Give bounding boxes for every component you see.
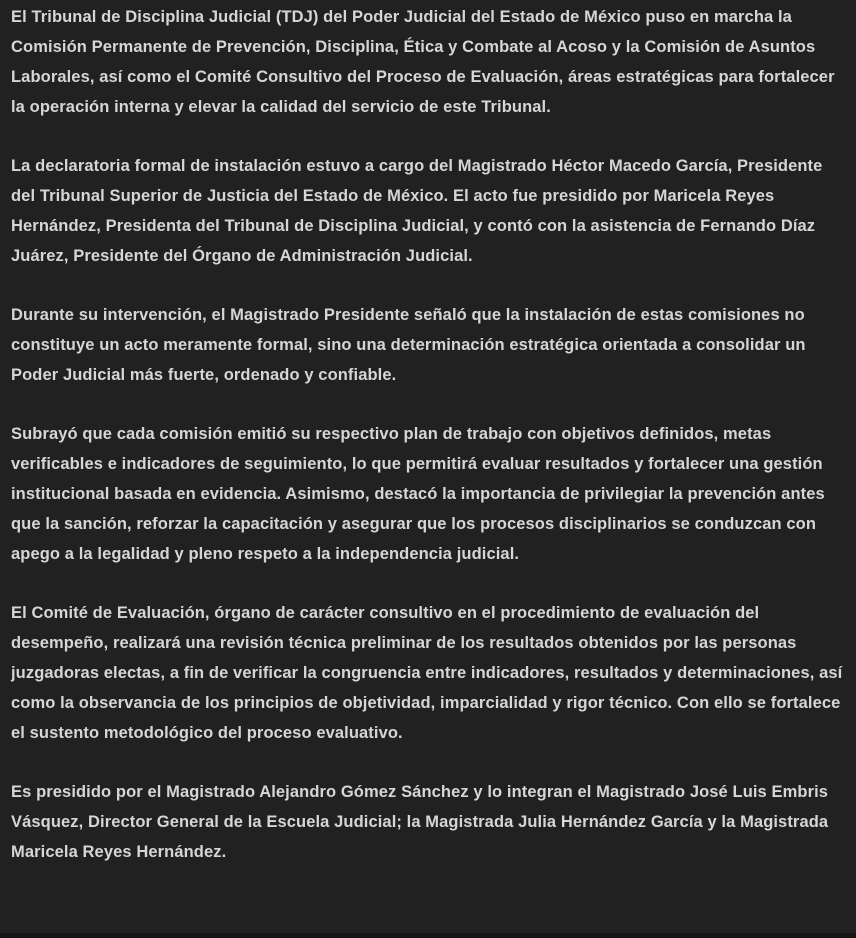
- paragraph-integrantes-comite: Es presidido por el Magistrado Alejandro Gómez Sánchez y lo integran el Magistrado José Luis Embris Vásquez, Director General de la Escuela Judicial; la Magistrada Julia Hernández García y la Magistrada Maricela Reyes Hernández.: [11, 783, 829, 861]
- bottom-divider: [0, 933, 856, 938]
- paragraph-declaratoria-instalacion: La declaratoria formal de instalación estuvo a cargo del Magistrado Héctor Macedo García, Presidente del Tribunal Superior de Justicia del Estado de México. El acto fue presidido por Maricela Reyes Hernández, Presidenta del Tribunal de Disciplina Judicial, y contó con la asistencia de Fernando Díaz Juárez, Presidente del Órgano de Administración Judicial.: [11, 157, 823, 265]
- paragraph-comite-evaluacion: El Comité de Evaluación, órgano de carácter consultivo en el procedimiento de evaluación del desempeño, realizará una revisión técnica preliminar de los resultados obtenidos por las personas juzgadoras electas, a fin de verificar la congruencia entre indicadores, resultados y determinaciones, así como la observancia de los principios de objetividad, imparcialidad y rigor técnico. Con ello se fortalece el sustento metodológico del proceso evaluativo.: [11, 604, 843, 742]
- paragraph-intro-comisiones: El Tribunal de Disciplina Judicial (TDJ) del Poder Judicial del Estado de México puso en marcha la Comisión Permanente de Prevención, Disciplina, Ética y Combate al Acoso y la Comisión de Asuntos Laborales, así como el Comité Consultivo del Proceso de Evaluación, áreas estratégicas para fortalecer la operación interna y elevar la calidad del servicio de este Tribunal.: [11, 8, 835, 116]
- paragraph-planes-de-trabajo: Subrayó que cada comisión emitió su respectivo plan de trabajo con objetivos definidos, metas verificables e indicadores de seguimiento, lo que permitirá evaluar resultados y fortalecer una gestión institucional basada en evidencia. Asimismo, destacó la importancia de privilegiar la prevención antes que la sanción, reforzar la capacitación y asegurar que los procesos disciplinarios se conduzcan con apego a la legalidad y pleno respeto a la independencia judicial.: [11, 425, 825, 563]
- paragraph-intervencion-presidente: Durante su intervención, el Magistrado Presidente señaló que la instalación de estas comisiones no constituye un acto meramente formal, sino una determinación estratégica orientada a consolidar un Poder Judicial más fuerte, ordenado y confiable.: [11, 306, 806, 384]
